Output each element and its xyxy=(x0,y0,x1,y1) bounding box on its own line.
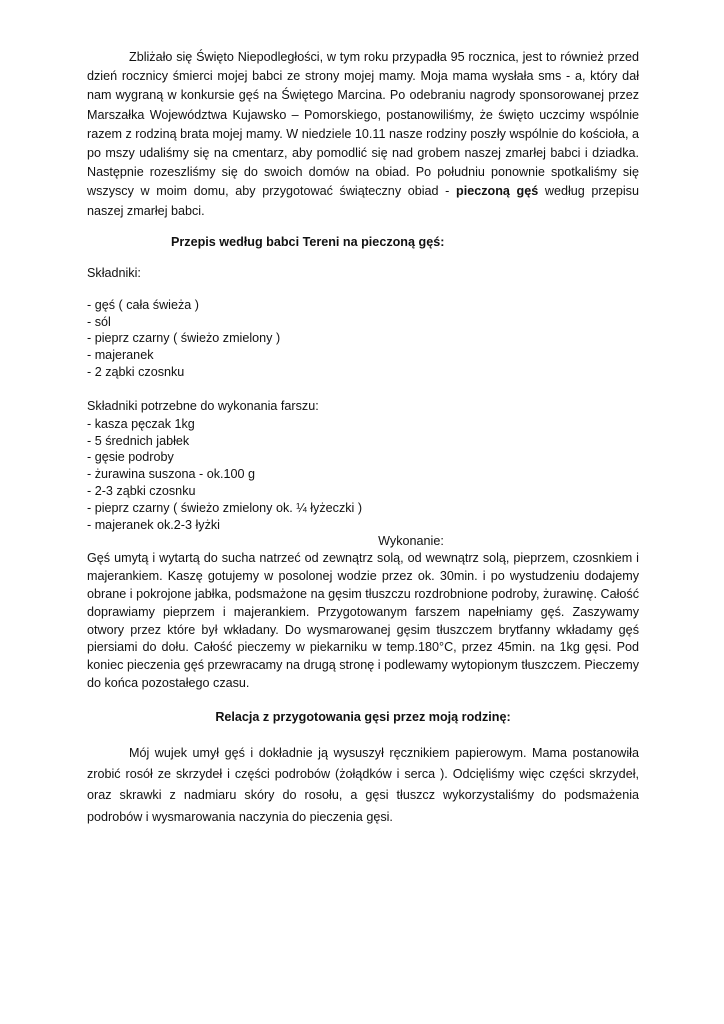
list-item: - 2-3 ząbki czosnku xyxy=(87,484,196,498)
list-item: - pieprz czarny ( świeżo zmielony ok. ¼ łyżeczki ) xyxy=(87,500,363,515)
list-item: - pieprz czarny ( świeżo zmielony ) xyxy=(87,331,281,346)
list-item: - 5 średnich jabłek xyxy=(87,433,190,448)
list-item: - sól xyxy=(87,314,111,329)
method-label: Wykonanie: xyxy=(378,534,444,549)
intro-bold-text: pieczoną gęś xyxy=(456,184,539,199)
list-item: - gęś ( cała świeża ) xyxy=(87,297,199,312)
list-item: - majeranek xyxy=(87,348,154,363)
recipe-heading: Przepis według babci Tereni na pieczoną gęś: xyxy=(171,234,445,249)
report-paragraph: Mój wujek umył gęś i dokładnie ją wysuszył ręcznikiem papierowym. Mama postanowiła zrobić rosół ze skrzydeł i części podrobów (żołądków i serca ). Odcięliśmy więc części skrzydeł, oraz skrawki z nadmiaru skóry do rosołu, a gęsi tłuszcz wykorzystaliśmy do podsmażenia podrobów i wysmarowania naczynia do pieczenia gęsi. xyxy=(87,745,639,824)
intro-paragraph xyxy=(87,48,639,221)
ingredients-label: Składniki: xyxy=(87,265,141,280)
intro-text-part1: Zbliżało się Święto Niepodległości, w tym roku przypadła 95 rocznica, jest to również przed dzień rocznicy śmierci mojej babci ze strony mojej mamy. Moja mama wysłała sms - a, który dał nam wygraną w konkursie gęś na Świętego Marcina. Po odebraniu nagrody sponsorowanej przez Marszałka Województwa Kujawsko – Pomorskiego, postanowiliśmy, że święto uczcimy wspólnie razem z rodziną brata mojej mamy. W niedziele 10.11 nasze rodziny poszły wspólnie do kościoła, a po mszy udaliśmy się na cmentarz, aby pomodlić się nad grobem naszej zmarłej babci i dziadka. Następnie rozeszliśmy się do swoich domów na obiad. Po południu ponownie spotkaliśmy się wszyscy w moim domu, aby przygotować świąteczny obiad - xyxy=(87,50,639,199)
list-item: - żurawina suszona - ok.100 g xyxy=(87,467,256,482)
ingredients-list xyxy=(87,297,639,381)
list-item: - 2 ząbki czosnku xyxy=(87,365,185,380)
list-item: - majeranek ok.2-3 łyżki xyxy=(87,517,220,532)
list-item: - gęsie podroby xyxy=(87,450,174,465)
method-paragraph: Gęś umytą i wytartą do sucha natrzeć od zewnątrz solą, od wewnątrz solą, pieprzem, czosnkiem i majerankiem. Kaszę gotujemy w posolonej wodzie przez ok. 30min. i po wystudzeniu dodajemy obrane i pokrojone jabłka, podsmażone na gęsim tłuszczu rozdrobnione podroby, żurawinę. Całość doprawiamy pieprzem i majerankiem. Przygotowanym farszem napełniamy gęś. Zaszywamy otwory przez które był wkładany. Do wysmarowanej gęsim tłuszczem brytfanny wkładamy gęś piersiami do dołu. Całość pieczemy w piekarniku w temp.180°C, przez 45min. na 1kg gęsi. Pod koniec pieczenia gęś przewracamy na drugą stronę i podlewamy wytopionym tłuszczem. Pieczemy do końca pozostałego czasu. xyxy=(87,551,639,690)
report-heading: Relacja z przygotowania gęsi przez moją rodzinę: xyxy=(215,709,511,724)
stuffing-label: Składniki potrzebne do wykonania farszu: xyxy=(87,398,319,413)
list-item: - kasza pęczak 1kg xyxy=(87,416,195,431)
intro-text-part2: według przepisu naszej zmarłej babci. xyxy=(87,184,639,218)
document-page xyxy=(87,48,639,828)
stuffing-list xyxy=(87,416,639,534)
